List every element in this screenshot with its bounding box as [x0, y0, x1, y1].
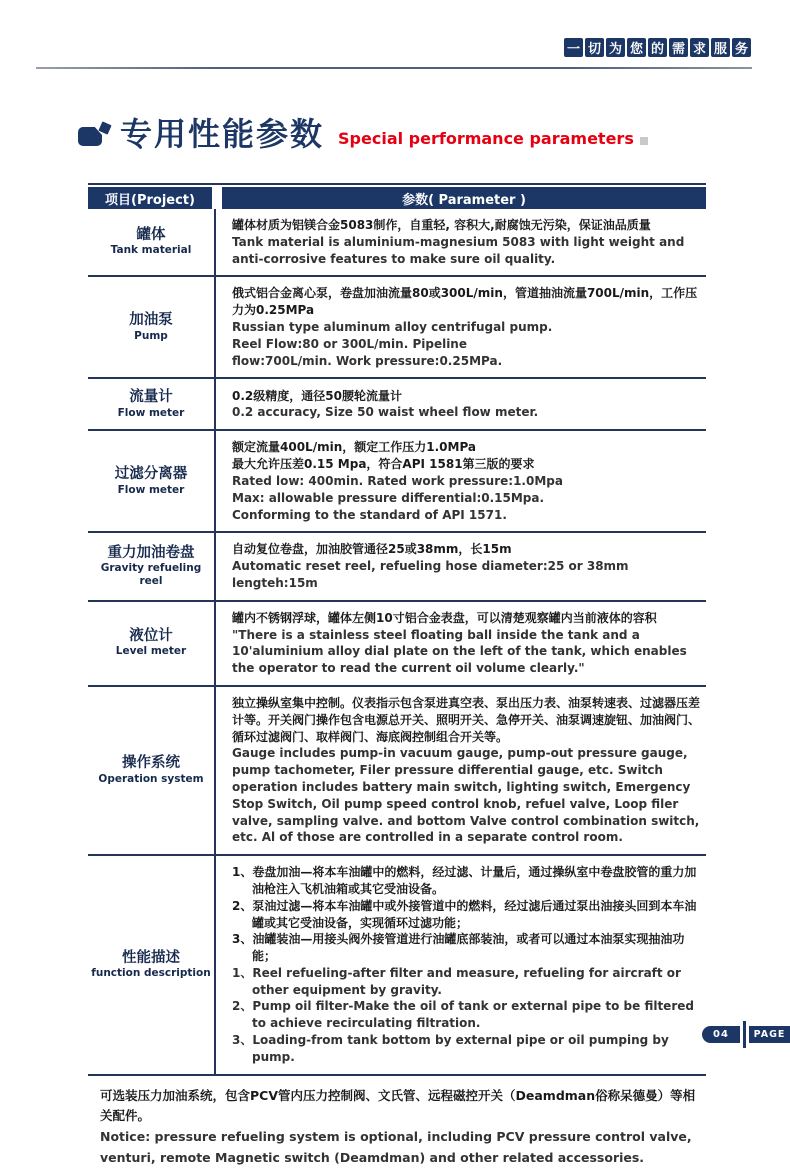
table-row — [88, 533, 706, 601]
project-name-en: Pump — [134, 329, 168, 342]
section-title — [78, 115, 648, 153]
parameter-line-en: 0.2 accuracy, Size 50 waist wheel flow meter. — [232, 405, 539, 420]
parameter-cell — [216, 687, 706, 854]
parameter-cell — [216, 277, 706, 377]
project-cell — [88, 602, 216, 685]
slogan-char-tile: 需 — [669, 38, 688, 57]
parameter-line-cn: 独立操纵室集中控制。仪表指示包含泵进真空表、泵出压力表、油泵转速表、过滤器压差计等。开关阀门操作包含电源总开关、照明开关、急停开关、油泵调速旋钮、加油阀门、循环过滤阀门、取样阀门、海底阀控制组合开关等。 — [232, 695, 701, 744]
parameter-cell — [216, 533, 706, 599]
parameter-line-en: flow:700L/min. Work pressure:0.25MPa. — [232, 353, 503, 368]
optional-notice — [88, 1086, 706, 1168]
project-name-cn: 重力加油卷盘 — [107, 544, 195, 561]
project-name-cn: 液位计 — [129, 628, 173, 645]
table-body — [88, 209, 706, 1076]
parameter-cell — [216, 380, 706, 430]
project-name-en: Operation system — [98, 772, 204, 785]
parameter-line-cn: 罐体材质为铝镁合金5083制作，自重轻, 容积大,耐腐蚀无污染，保证油品质量 — [232, 218, 651, 232]
parameter-cell — [216, 431, 706, 531]
project-name-cn: 罐体 — [136, 226, 166, 243]
project-name-en: function description — [91, 967, 211, 980]
parameter-line-cn: 0.2级精度，通径50腰轮流量计 — [232, 388, 402, 403]
camera-flag-icon — [78, 120, 112, 150]
parameter-cell — [216, 209, 706, 275]
project-name-cn: 流量计 — [129, 389, 173, 406]
table-row — [88, 687, 706, 856]
page-title-cn: 专用性能参数 — [120, 115, 325, 153]
spec-table — [88, 183, 706, 1076]
footer-divider-bar — [743, 1021, 746, 1048]
column-header-project: 项目(Project) — [88, 187, 212, 209]
page-label-badge: PAGE — [749, 1026, 790, 1043]
parameter-line-cn: 罐内不锈钢浮球，罐体左侧10寸铝合金表盘，可以清楚观察罐内当前液体的容积 — [232, 610, 657, 625]
column-header-parameter: 参数( Parameter ) — [222, 187, 706, 209]
title-decor-square — [640, 137, 648, 145]
header-divider-line — [36, 67, 752, 69]
project-name-cn: 过滤分离器 — [114, 466, 188, 483]
parameter-line-cn: 3、油罐装油—用接头阀外接管道进行油罐底部装油，或者可以通过本油泵实现抽油功能； — [232, 932, 685, 964]
parameter-line-en: "There is a stainless steel floating ball inside the tank and a 10'aluminium alloy dial plate on the left of the tank, which enables the operator to read the current oil volume clearly." — [232, 627, 687, 676]
page-number-badge: 04 — [702, 1026, 740, 1043]
table-row — [88, 379, 706, 431]
project-cell — [88, 431, 216, 531]
table-row — [88, 209, 706, 277]
slogan-char-tile: 的 — [648, 38, 667, 57]
project-cell — [88, 533, 216, 599]
page-footer — [702, 1021, 790, 1048]
project-name-en: Tank material — [110, 244, 192, 257]
table-row — [88, 602, 706, 687]
project-name-cn: 性能描述 — [122, 949, 180, 966]
table-header — [88, 187, 706, 209]
parameter-line-cn: 额定流量400L/min，额定工作压力1.0MPa — [232, 440, 477, 455]
project-name-en: Flow meter — [117, 406, 185, 419]
slogan-char-tile: 求 — [690, 38, 709, 57]
parameter-line-cn: 俄式铝合金离心泵，卷盘加油流量80或300L/min，管道抽油流量700L/min，工作压力为0.25MPa — [232, 286, 698, 318]
slogan-char-tile: 服 — [711, 38, 730, 57]
project-name-cn: 操作系统 — [122, 755, 180, 772]
project-cell — [88, 687, 216, 854]
project-name-en: Level meter — [115, 645, 187, 658]
parameter-cell — [216, 602, 706, 685]
project-name-cn: 加油泵 — [129, 312, 173, 329]
project-cell — [88, 277, 216, 377]
parameter-line-cn: 自动复位卷盘，加油胶管通径25或38mm，长15m — [232, 542, 512, 557]
project-cell — [88, 209, 216, 275]
parameter-line-en: Reel Flow:80 or 300L/min. Pipeline — [232, 336, 467, 351]
parameter-cell — [216, 856, 706, 1074]
parameter-line-en: 3、Loading-from tank bottom by external pipe or oil pumping by pump. — [232, 1033, 669, 1064]
slogan-char-tile: 务 — [732, 38, 751, 57]
parameter-line-en: Conforming to the standard of API 1571. — [232, 507, 507, 522]
parameter-line-en: Max: allowable pressure differential:0.15Mpa. — [232, 490, 545, 505]
parameter-line-cn: 2、泵油过滤—将本车油罐中或外接管道中的燃料，经过滤后通过泵出油接头回到本车油罐或其它受油设备，实现循环过滤功能； — [232, 898, 697, 930]
parameter-line-en: Russian type aluminum alloy centrifugal pump. — [232, 319, 553, 334]
parameter-line-en: Gauge includes pump-in vacuum gauge, pump-out pressure gauge, pump tachometer, Filer pressure differential gauge, etc. Switch operation includes battery main switch, lighting switch, Emergency Stop Switch, Oil pump speed control knob, refuel valve, Loop filer valve, sampling valve. and bottom Valve control combination switch, etc. Al of those are controlled in a separate control room. — [232, 746, 700, 845]
page-title-en: Special performance parameters — [338, 129, 634, 149]
parameter-line-cn: 最大允许压差0.15 Mpa，符合API 1581第三版的要求 — [232, 457, 535, 472]
parameter-line-cn: 可选装压力加油系统，包含PCV管内压力控制阀、文氏管、远程磁控开关（Deamdman俗称呆德曼）等相关配件。 — [100, 1087, 696, 1124]
table-row — [88, 277, 706, 379]
project-name-en: Flow meter — [117, 483, 185, 496]
project-cell — [88, 856, 216, 1074]
slogan-char-tile: 为 — [606, 38, 625, 57]
parameter-line-en: 2、Pump oil filter-Make the oil of tank or external pipe to be filtered to achieve recirculating filtration. — [232, 999, 694, 1031]
slogan-char-tile: 切 — [585, 38, 604, 57]
slogan-char-tile: 您 — [627, 38, 646, 57]
parameter-line-en: 1、Reel refueling-after filter and measure, refueling for aircraft or other equipment by gravity. — [232, 965, 681, 997]
parameter-line-cn: 1、卷盘加油—将本车油罐中的燃料，经过滤、计量后，通过操纵室中卷盘胶管的重力加油枪注入飞机油箱或其它受油设备。 — [232, 865, 697, 896]
slogan-char-tile: 一 — [564, 38, 583, 57]
table-row — [88, 431, 706, 533]
parameter-line-en: Automatic reset reel, refueling hose diameter:25 or 38mm lengteh:15m — [232, 559, 629, 590]
parameter-line-en: Tank material is aluminium-magnesium 5083 with light weight and anti-corrosive features to make sure oil quality. — [232, 234, 685, 266]
project-name-en: Gravity refueling reel — [100, 562, 202, 588]
content-column — [88, 183, 706, 1168]
camera-flag-icon-flag — [98, 121, 111, 134]
project-cell — [88, 379, 216, 429]
parameter-line-en: Rated low: 400min. Rated work pressure:1.0Mpa — [232, 473, 563, 488]
table-row — [88, 856, 706, 1076]
parameter-line-en: Notice: pressure refueling system is optional, including PCV pressure control valve, venturi, remote Magnetic switch (Deamdman) and other related accessories. — [100, 1128, 692, 1165]
slogan-banner — [564, 38, 751, 57]
